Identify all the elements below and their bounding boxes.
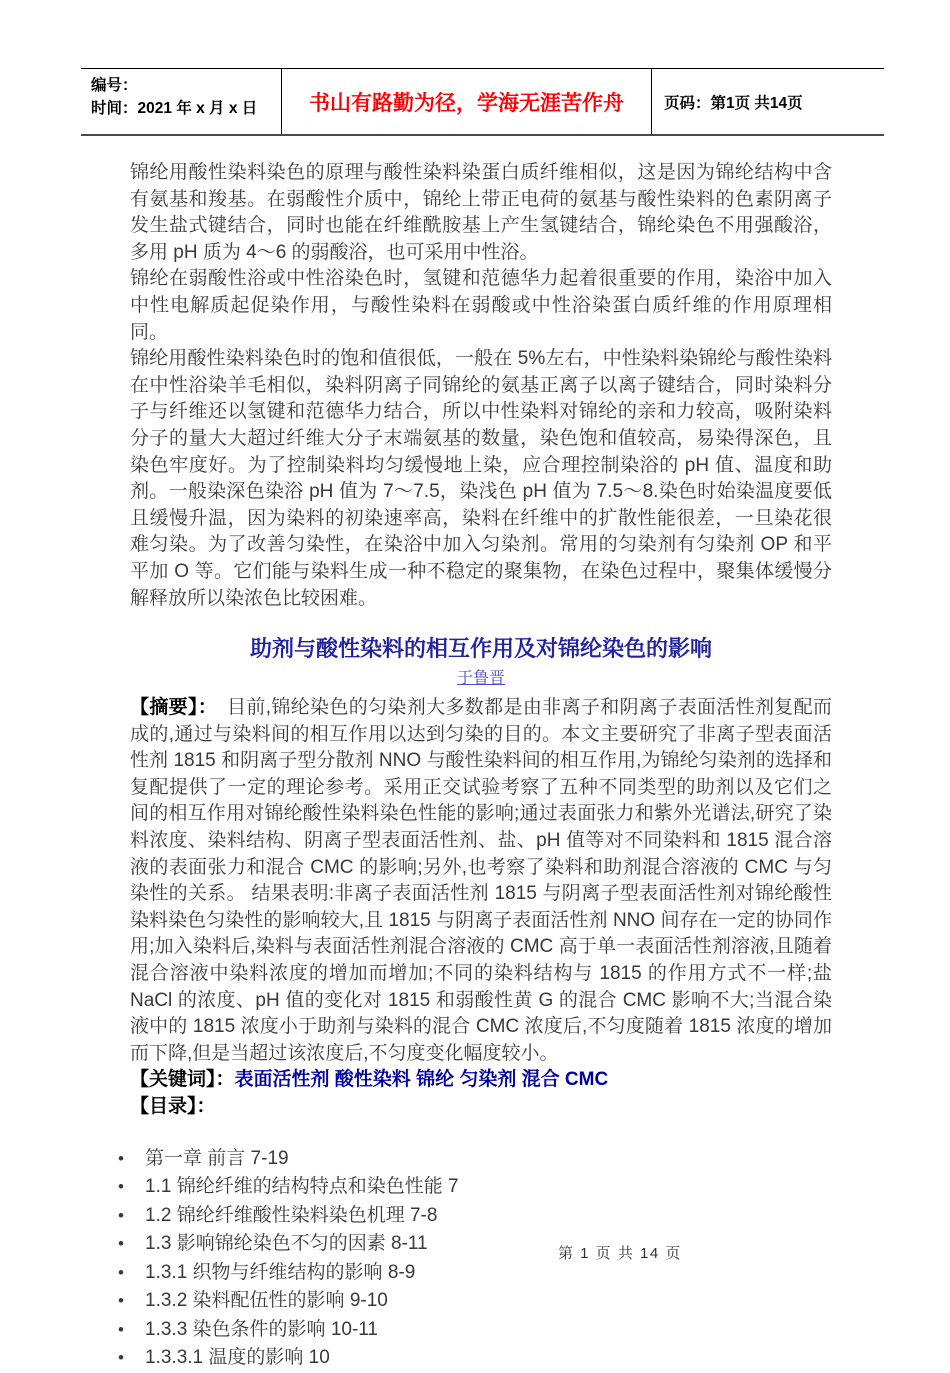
header-number-label: 编号： bbox=[91, 77, 138, 94]
page-footer: 第 1 页 共 14 页 bbox=[558, 1245, 682, 1262]
toc-item: • 1.3.1 织物与纤维结构的影响 8-9 bbox=[116, 1259, 832, 1288]
author-link[interactable]: 于鲁晋 bbox=[456, 670, 505, 688]
toc-item: • 1.1 锦纶纤维的结构特点和染色性能 7 bbox=[116, 1173, 832, 1202]
main-content bbox=[130, 160, 832, 1373]
toc-item: • 1.3.2 染料配伍性的影响 9-10 bbox=[116, 1287, 832, 1316]
toc-item: • 1.3.3 染色条件的影响 10-11 bbox=[116, 1316, 832, 1345]
body-paragraph-1: 锦纶用酸性染料染色的原理与酸性染料染蛋白质纤维相似，这是因为锦纶结构中含有氨基和羧基。在弱酸性介质中，锦纶上带正电荷的氨基与酸性染料的色素阴离子发生盐式键结合，同时也能在纤维酰胺基上产生氢键结合，锦纶染色不用强酸浴，多用 pH 质为 4～6 的弱酸浴，也可采用中性浴。 bbox=[130, 162, 832, 263]
keywords-label: 【关键词】： bbox=[130, 1069, 235, 1091]
body-paragraph-3: 锦纶用酸性染料染色时的饱和值很低，一般在 5%左右，中性染料染锦纶与酸性染料在中性浴染羊毛相似，染料阴离子同锦纶的氨基正离子以离子键结合，同时染料分子与纤维还以氢键和范德华力结合，所以中性染料对锦纶的亲和力较高，吸附染料分子的量大大超过纤维大分子末端氨基的数量，染色饱和值较高，易染得深色，且染色牢度好。为了控制染料均匀缓慢地上染，应合理控制染浴的 pH 值、温度和助剂。一般染深色染浴 pH 值为 7～7.5，染浅色 pH 值为 7.5～8.染色时始染温度要低且缓慢升温，因为染料的初染速率高，染料在纤维中的扩散性能很差，一旦染花很难匀染。为了改善匀染性，在染浴中加入匀染剂。常用的匀染剂有匀染剂 OP 和平平加 O 等。它们能与染料生成一种不稳定的聚集物，在染色过程中，聚集体缓慢分解释放所以染浓色比较困难。 bbox=[130, 348, 832, 609]
header-date-label: 时间：2021 年 x 月 x 日 bbox=[91, 100, 258, 118]
body-paragraph-2: 锦纶在弱酸性浴或中性浴染色时，氢键和范德华力起着很重要的作用，染浴中加入中性电解质起促染作用，与酸性染料在弱酸或中性浴染蛋白质纤维的作用原理相同。 bbox=[130, 268, 832, 343]
keywords-text: 表面活性剂 酸性染料 锦纶 匀染剂 混合 CMC bbox=[234, 1069, 609, 1091]
abstract-paragraph bbox=[130, 695, 832, 1067]
toc-label: 【目录】： bbox=[130, 1096, 216, 1117]
header-table bbox=[81, 68, 884, 136]
toc-list bbox=[116, 1145, 832, 1373]
abstract-label: 【摘要】： bbox=[130, 697, 208, 719]
article-title: 助剂与酸性染料的相互作用及对锦纶染色的影响 bbox=[249, 636, 712, 662]
header-page-cell bbox=[652, 69, 884, 134]
header-motto-cell bbox=[281, 69, 652, 134]
keywords-line bbox=[130, 1067, 832, 1094]
header-number-date-cell bbox=[81, 69, 281, 134]
header-page-info: 页码：第1页 共14页 bbox=[664, 94, 803, 112]
abstract-text: 目前,锦纶染色的匀染剂大多数都是由非离子和阴离子表面活性剂复配而成的,通过与染料间的相互作用以达到匀染的目的。本文主要研究了非离子型表面活性剂 1815 和阴离子型分散剂 NNO 与酸性染料间的相互作用,为锦纶匀染剂的选择和复配提供了一定的理论参考。采用正交试验考察了五种不同类型的助剂以及它们之间的相互作用对锦纶酸性染料染色性能的影响;通过表面张力和紫外光谱法,研究了染料浓度、染料结构、阴离子型表面活性剂、盐、pH 值等对不同染料和 1815 混合溶液的表面张力和混合 CMC 的影响;另外,也考察了染料和助剂混合溶液的 CMC 与匀染性的关系。 结果表明:非离子表面活性剂 1815 与阴离子型表面活性剂对锦纶酸性染料染色匀染性的影响较大,且 1815 与阴离子表面活性剂 NNO 间存在一定的协同作用;加入染料后,染料与表面活性剂混合溶液的 CMC 高于单一表面活性剂溶液,且随着混合溶液中染料浓度的增加而增加;不同的染料结构与 1815 的作用方式不一样;盐 NaCl 的浓度、pH 值的变化对 1815 和弱酸性黄 G 的混合 CMC 影响不大;当混合染液中的 1815 浓度小于助剂与染料的混合 CMC 浓度后,不匀度随着 1815 浓度的增加而下降,但是当超过该浓度后,不匀度变化幅度较小。 bbox=[130, 697, 832, 1064]
toc-label-line bbox=[130, 1094, 832, 1121]
toc-item: • 第一章 前言 7-19 bbox=[116, 1145, 832, 1174]
toc-item: • 1.3 影响锦纶染色不匀的因素 8-11 bbox=[116, 1230, 832, 1259]
author-line bbox=[130, 666, 832, 690]
header-motto-text: 书山有路勤为径，学海无涯苦作舟 bbox=[309, 91, 624, 115]
toc-item: • 1.2 锦纶纤维酸性染料染色机理 7-8 bbox=[116, 1202, 832, 1231]
toc-item: • 1.3.3.1 温度的影响 10 bbox=[116, 1344, 832, 1373]
